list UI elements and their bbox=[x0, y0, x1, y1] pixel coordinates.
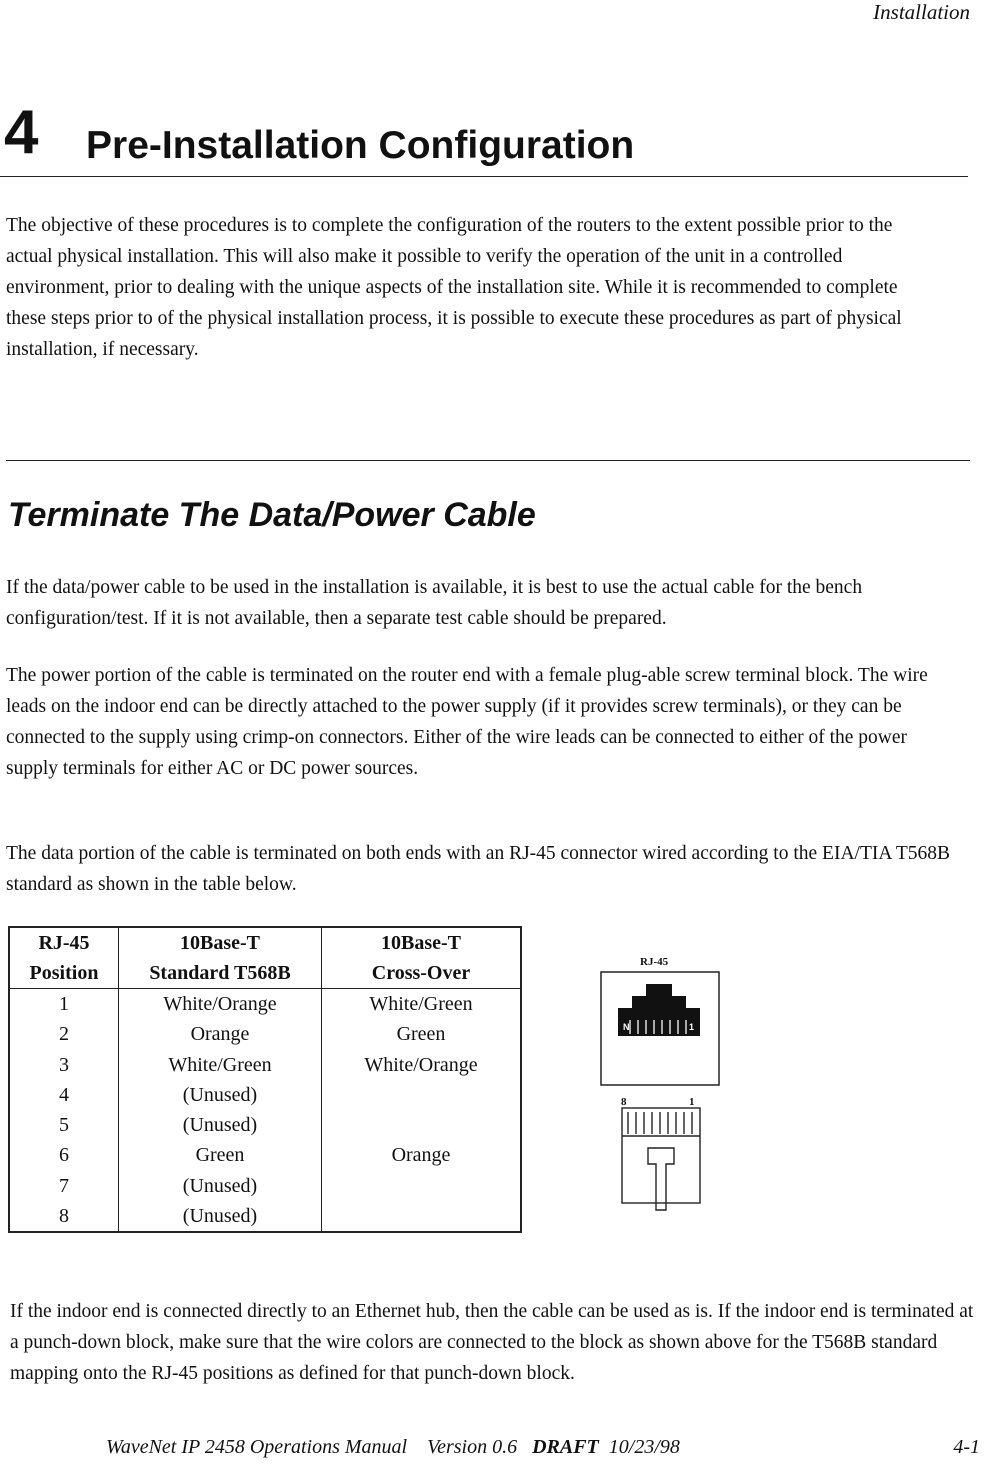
rj45-connector-icon bbox=[596, 968, 726, 1218]
t568b-cell: White/Orange bbox=[119, 989, 322, 1020]
table-header-row bbox=[9, 927, 521, 989]
t568b-cell: Green bbox=[119, 1140, 322, 1170]
table-row bbox=[9, 1140, 521, 1170]
position-cell: 7 bbox=[59, 1174, 69, 1197]
rj45-wiring-table bbox=[8, 926, 522, 1233]
position-cell: 4 bbox=[59, 1083, 69, 1106]
page-number: 4-1 bbox=[953, 1436, 980, 1458]
running-header: Installation bbox=[873, 0, 970, 24]
position-cell: 8 bbox=[59, 1205, 69, 1228]
position-cell: 6 bbox=[59, 1144, 69, 1167]
paragraph-power-portion: The power portion of the cable is terminated on the router end with a female plug-able screw terminal block. The wire leads on the indoor end can be directly attached to the power supply (if it provides screw terminals), or they can be connected to the supply using crimp-on connectors. Either of the wire leads can be connected to either of the power supply terminals for either AC or DC power sources. bbox=[6, 665, 928, 779]
header-t568b: 10Base-T Standard T568B bbox=[119, 927, 322, 989]
t568b-cell: (Unused) bbox=[119, 1110, 322, 1140]
paragraph-after-table: If the indoor end is connected directly to an Ethernet hub, then the cable can be used as is. If the indoor end is terminated at a punch-down block, make sure that the wire colors are connected to the block as shown above for the T568B standard mapping onto the RJ-45 positions as defined for that punch-down block. bbox=[10, 1301, 974, 1384]
position-cell: 2 bbox=[59, 1023, 69, 1046]
intro-paragraph: The objective of these procedures is to complete the configuration of the routers to the extent possible prior to the actual physical installation. This will also make it possible to verify the operation of the unit in a controlled environment, prior to dealing with the unique aspects of the installation site. While it is recommended to complete these steps prior to of the physical installation process, it is possible to execute these procedures as part of physical installation, if necessary. bbox=[6, 215, 902, 360]
position-cell: 5 bbox=[59, 1114, 69, 1137]
crossover-cell bbox=[322, 1110, 522, 1140]
chapter-title-rule bbox=[0, 176, 968, 177]
table-row bbox=[9, 1050, 521, 1080]
section-divider bbox=[6, 460, 970, 461]
crossover-cell: White/Green bbox=[322, 989, 522, 1020]
t568b-cell: (Unused) bbox=[119, 1201, 322, 1232]
page-footer bbox=[106, 1436, 680, 1459]
crossover-cell: Orange bbox=[322, 1140, 522, 1170]
chapter-title: Pre-Installation Configuration bbox=[86, 124, 635, 167]
footer-version: Version 0.6 bbox=[427, 1436, 518, 1458]
paragraph-cable-availability: If the data/power cable to be used in the installation is available, it is best to use the actual cable for the bench configuration/test. If it is not available, then a separate test cable should be prepared. bbox=[6, 577, 863, 629]
table-row bbox=[9, 1019, 521, 1049]
crossover-cell bbox=[322, 1080, 522, 1110]
table-row bbox=[9, 1080, 521, 1110]
t568b-cell: (Unused) bbox=[119, 1171, 322, 1201]
header-rj45-position: RJ-45 Position bbox=[9, 927, 119, 989]
footer-draft: DRAFT bbox=[532, 1436, 599, 1458]
svg-text:1: 1 bbox=[689, 1022, 695, 1032]
rj45-diagram-label: RJ-45 bbox=[640, 956, 669, 968]
t568b-cell: Orange bbox=[119, 1019, 322, 1049]
crossover-cell: Green bbox=[322, 1019, 522, 1049]
pin-8-label: 8 bbox=[621, 1096, 627, 1108]
crossover-cell bbox=[322, 1201, 522, 1232]
footer-date: 10/23/98 bbox=[608, 1436, 680, 1458]
position-cell: 3 bbox=[59, 1053, 69, 1076]
position-cell: 1 bbox=[59, 993, 69, 1015]
table-row bbox=[9, 1171, 521, 1201]
paragraph-data-portion: The data portion of the cable is terminated on both ends with an RJ-45 connector wired according to the EIA/TIA T568B standard as shown in the table below. bbox=[6, 843, 951, 895]
footer-manual-title: WaveNet IP 2458 Operations Manual bbox=[106, 1436, 408, 1458]
table-row bbox=[9, 1201, 521, 1232]
crossover-cell bbox=[322, 1171, 522, 1201]
table-row bbox=[9, 989, 521, 1020]
t568b-cell: White/Green bbox=[119, 1050, 322, 1080]
t568b-cell: (Unused) bbox=[119, 1080, 322, 1110]
chapter-number: 4 bbox=[4, 98, 39, 167]
section-title: Terminate The Data/Power Cable bbox=[8, 496, 536, 534]
crossover-cell: White/Orange bbox=[322, 1050, 522, 1080]
header-cross-over: 10Base-T Cross-Over bbox=[322, 927, 522, 989]
svg-text:N: N bbox=[623, 1022, 630, 1032]
pin-1-label: 1 bbox=[689, 1096, 695, 1108]
table-row bbox=[9, 1110, 521, 1140]
